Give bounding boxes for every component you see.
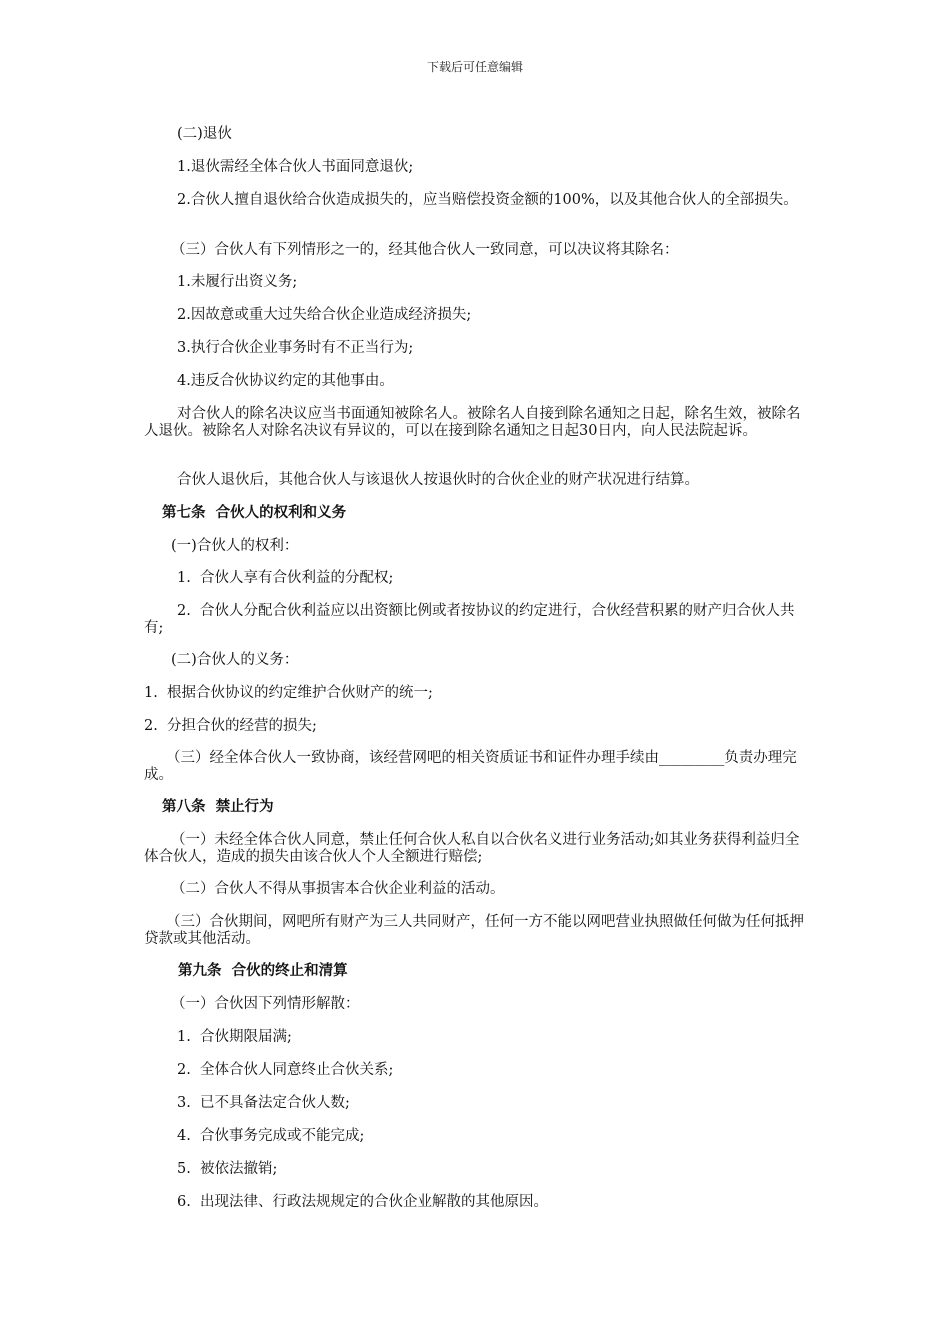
paragraph: 2. 分担合伙的经营的损失; — [144, 718, 317, 734]
paragraph: 4. 合伙事务完成或不能完成; — [177, 1128, 365, 1144]
section-heading-8: 第八条 禁止行为 — [162, 799, 274, 815]
paragraph: 2.因故意或重大过失给合伙企业造成经济损失; — [177, 307, 472, 323]
paragraph: 1.未履行出资义务; — [177, 274, 298, 290]
paragraph: 1. 合伙期限届满; — [177, 1029, 292, 1045]
paragraph: （一）未经全体合伙人同意，禁止任何合伙人私自以合伙名义进行业务活动;如其业务获得利益归全体合伙人，造成的损失由该合伙人个人全额进行赔偿; — [144, 832, 800, 865]
paragraph: （一）合伙因下列情形解散： — [171, 996, 360, 1012]
section-heading-9: 第九条 合伙的终止和清算 — [178, 963, 348, 979]
paragraph: （二）合伙人不得从事损害本合伙企业利益的活动。 — [171, 881, 505, 897]
page-header: 下载后可任意编辑 — [426, 60, 523, 74]
paragraph: 3.执行合伙企业事务时有不正当行为; — [177, 340, 414, 356]
paragraph: （三）经全体合伙人一致协商，该经营网吧的相关资质证书和证件办理手续由_________负责办理完成。 — [144, 750, 797, 783]
paragraph: 1.退伙需经全体合伙人书面同意退伙; — [177, 159, 414, 175]
paragraph: (一)合伙人的权利： — [171, 538, 299, 554]
paragraph: (二)退伙 — [177, 126, 232, 142]
paragraph: 对合伙人的除名决议应当书面通知被除名人。被除名人自接到除名通知之日起，除名生效，被除名人退伙。被除名人对除名决议有异议的，可以在接到除名通知之日起30日内，向人民法院起诉。 — [144, 406, 801, 439]
paragraph: 2. 全体合伙人同意终止合伙关系; — [177, 1062, 394, 1078]
paragraph: 1. 根据合伙协议的约定维护合伙财产的统一; — [144, 685, 433, 701]
paragraph: (二)合伙人的义务： — [171, 652, 299, 668]
paragraph: （三）合伙期间，网吧所有财产为三人共同财产，任何一方不能以网吧营业执照做任何做为任何抵押贷款或其他活动。 — [144, 914, 804, 947]
paragraph: 2.合伙人擅自退伙给合伙造成损失的，应当赔偿投资金额的100%，以及其他合伙人的全部损失。 — [177, 192, 798, 208]
paragraph: 合伙人退伙后，其他合伙人与该退伙人按退伙时的合伙企业的财产状况进行结算。 — [177, 472, 699, 488]
paragraph: 4.违反合伙协议约定的其他事由。 — [177, 373, 394, 389]
section-heading-7: 第七条 合伙人的权利和义务 — [162, 505, 347, 521]
paragraph: 1. 合伙人享有合伙利益的分配权; — [177, 570, 394, 586]
paragraph: （三）合伙人有下列情形之一的，经其他合伙人一致同意，可以决议将其除名： — [171, 242, 679, 258]
paragraph: 2. 合伙人分配合伙利益应以出资额比例或者按协议的约定进行，合伙经营积累的财产归合伙人共有; — [144, 603, 795, 636]
paragraph: 3. 已不具备法定合伙人数; — [177, 1095, 350, 1111]
paragraph: 5. 被依法撤销; — [177, 1161, 278, 1177]
paragraph: 6. 出现法律、行政法规规定的合伙企业解散的其他原因。 — [177, 1194, 549, 1210]
